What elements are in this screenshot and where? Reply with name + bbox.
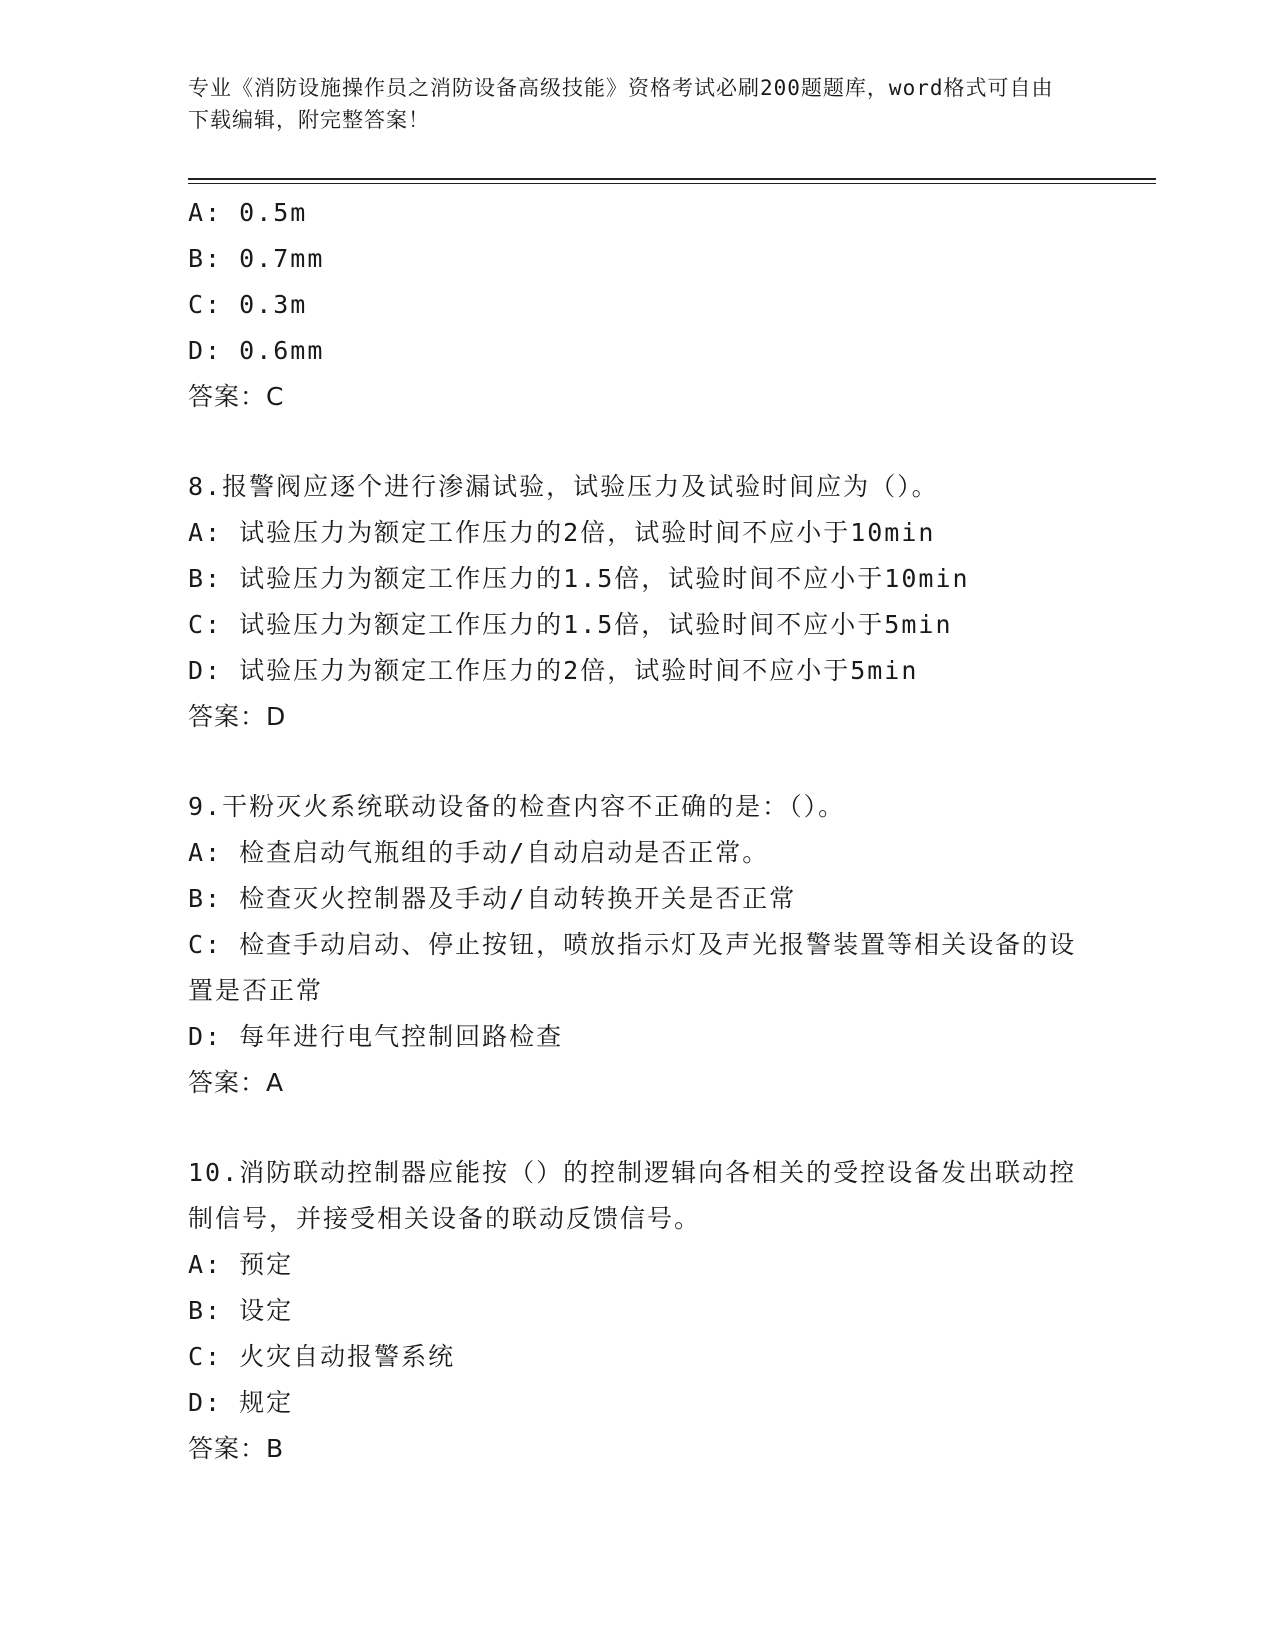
option-a: A: 试验压力为额定工作压力的2倍，试验时间不应小于10min (188, 518, 936, 547)
option-a: A: 检查启动气瓶组的手动/自动启动是否正常。 (188, 838, 770, 867)
answer: 答案：B (188, 1434, 285, 1463)
option-d: D: 试验压力为额定工作压力的2倍，试验时间不应小于5min (188, 656, 919, 685)
answer: 答案：D (188, 702, 287, 731)
option-b: B: 检查灭火控制器及手动/自动转换开关是否正常 (188, 884, 797, 913)
option-b: B: 设定 (188, 1296, 294, 1325)
option-d: D: 规定 (188, 1388, 294, 1417)
question-10 (188, 1150, 1088, 1472)
option-c: C: 0.3m (188, 290, 308, 319)
question-text: 8.报警阀应逐个进行渗漏试验，试验压力及试验时间应为（）。 (188, 472, 939, 501)
spacer (188, 1106, 1088, 1150)
option-b: B: 0.7mm (188, 244, 325, 273)
question-list (188, 190, 1088, 1472)
spacer (188, 420, 1088, 464)
question-text: 10.消防联动控制器应能按（）的控制逻辑向各相关的受控设备发出联动控制信号，并接受相关设备的联动反馈信号。 (188, 1158, 1077, 1233)
question-7 (188, 190, 1088, 420)
question-8 (188, 464, 1088, 740)
header-divider-thick (188, 178, 1156, 180)
question-9 (188, 784, 1088, 1106)
question-text: 9.干粉灭火系统联动设备的检查内容不正确的是：（）。 (188, 792, 846, 821)
option-c: C: 火灾自动报警系统 (188, 1342, 456, 1371)
option-b: B: 试验压力为额定工作压力的1.5倍，试验时间不应小于10min (188, 564, 970, 593)
answer: 答案：A (188, 1068, 285, 1097)
option-a: A: 0.5m (188, 198, 308, 227)
option-c: C: 检查手动启动、停止按钮，喷放指示灯及声光报警装置等相关设备的设置是否正常 (188, 930, 1077, 1005)
option-d: D: 0.6mm (188, 336, 325, 365)
option-c: C: 试验压力为额定工作压力的1.5倍，试验时间不应小于5min (188, 610, 953, 639)
option-d: D: 每年进行电气控制回路检查 (188, 1022, 564, 1051)
document-header: 专业《消防设施操作员之消防设备高级技能》资格考试必刷200题题库，word格式可自由下载编辑，附完整答案！ (188, 76, 1054, 132)
answer: 答案：C (188, 382, 285, 411)
header-divider-thin (188, 183, 1156, 184)
option-a: A: 预定 (188, 1250, 294, 1279)
spacer (188, 740, 1088, 784)
